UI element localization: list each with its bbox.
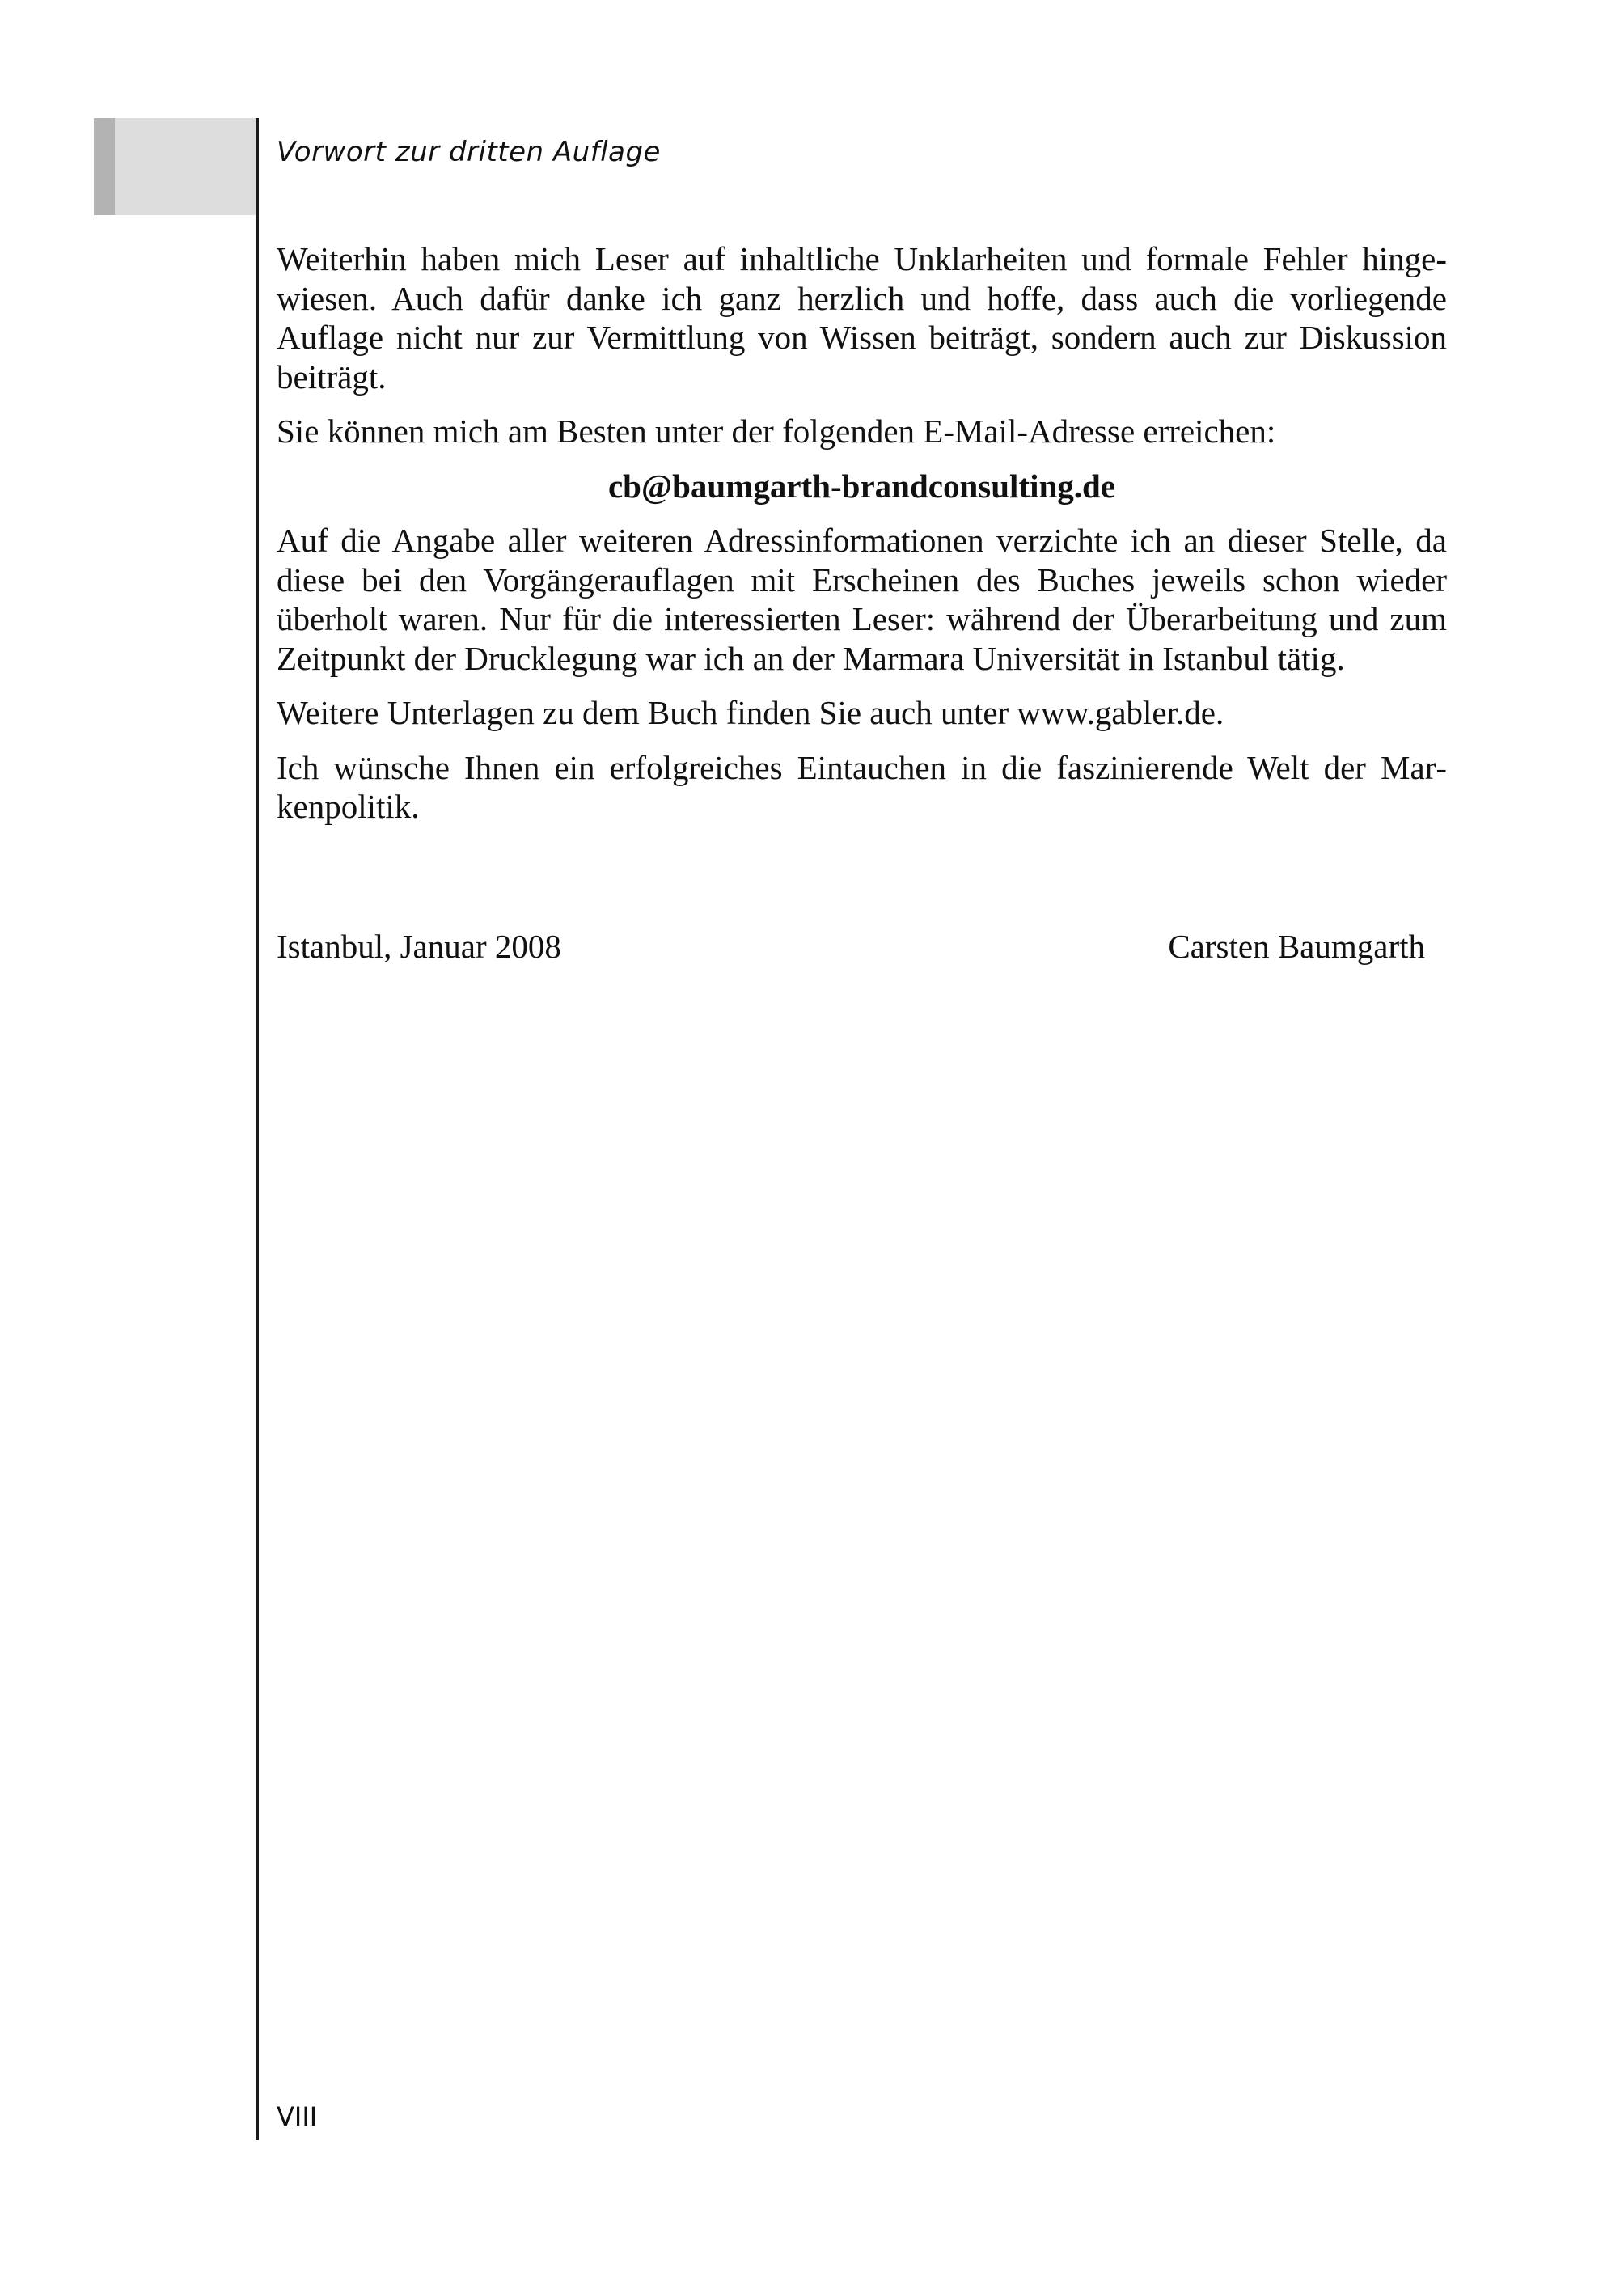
margin-vertical-rule: [256, 118, 259, 2140]
author-name: Carsten Baumgarth: [1168, 928, 1425, 965]
paragraph-contact-intro: Sie können mich am Besten unter der folgenden E-Mail-Adresse erreichen:: [277, 412, 1276, 450]
paragraph-closing-wish: Ich wünsche Ihnen ein erfolgreiches Eintauchen in die faszinierende Welt der Markenpolitik.: [277, 748, 1447, 825]
header-tab-dark-bar: [94, 118, 115, 215]
place-date: Istanbul, Januar 2008: [277, 928, 561, 965]
paragraph-further-materials: Weitere Unterlagen zu dem Buch finden Sie auch unter www.gabler.de.: [277, 694, 1224, 731]
paragraph-address-info: Auf die Angabe aller weiteren Adressinformationen verzichte ich an dieser Stelle, da diese bei den Vorgängerauflagen mit Erscheinen des Buches jeweils schon wieder überholt waren. Nur für die interessierten Leser: während der Überarbeitung und zum Zeitpunkt der Drucklegung war ich an der Marmara Universität in Istanbul tätig.: [277, 522, 1447, 677]
body-text: [277, 239, 1447, 842]
signature-line: [277, 927, 1425, 966]
paragraph-feedback: Weiterhin haben mich Leser auf inhaltliche Unklarheiten und formale Fehler hingewiesen. Auch dafür danke ich ganz herzlich und hoffe, dass auch die vorliegende Auflage nicht nur zur Vermittlung von Wissen beiträgt, sondern auch zur Diskussion beiträgt.: [277, 240, 1447, 396]
running-head: Vorwort zur dritten Auflage: [277, 136, 661, 168]
email-address: cb@baumgarth-brandconsulting.de: [607, 467, 1116, 505]
header-tab-light-block: [115, 118, 256, 215]
page-number: VIII: [277, 2101, 318, 2132]
